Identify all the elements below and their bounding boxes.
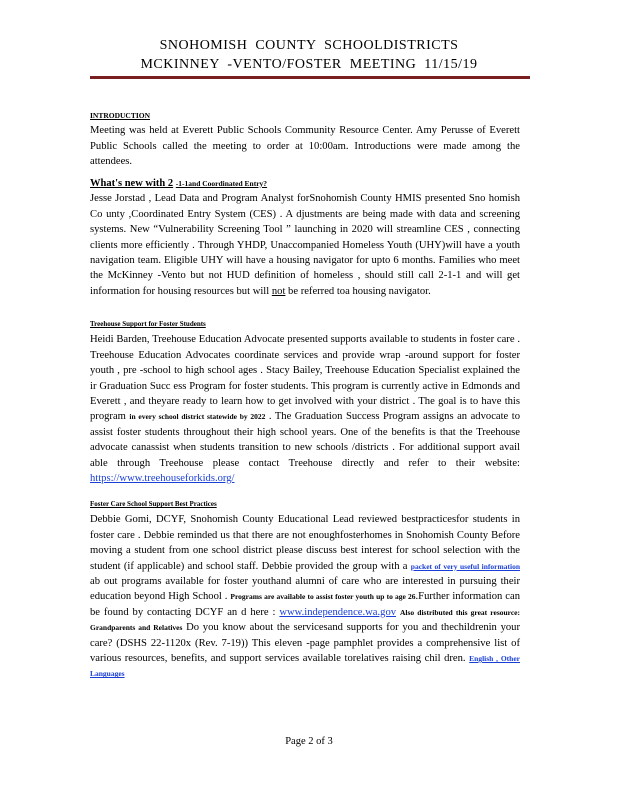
introduction-text: Meeting was held at Everett Public Schools Community Resource Center. Amy Perusse of Everett Public Schools called the meeting to order at 10:00am. Introductions were made among the attendees. xyxy=(90,125,520,168)
foster-care-heading: Foster Care School Support Best Practices xyxy=(90,500,217,508)
emphasis-not: not xyxy=(271,285,286,297)
whats-new-heading-rest: -1-1and Coordinated Entry? xyxy=(175,179,268,188)
packet-link[interactable]: packet of very useful information xyxy=(410,561,521,571)
resource-note: Also distributed this great resource: Grandparents and Relatives xyxy=(90,607,521,633)
page-number: Page 2 of 3 xyxy=(285,736,333,747)
whats-new-text: Jesse Jorstad , Lead Data and Program Analyst forSnohomish County HMIS presented Sno homish Co unty ,Coordinated Entry System (CES) . A djustments are being made with data and screening systems. New “Vulnerability Screening Tool ” launching in 2020 will streamline CES , connecting clients more efficiently . Through YHDP, Unaccompanied Homeless Youth (UHY)will have a youth navigation team. Eligible UHY will have a housing navigator for upto 6 months. Families who meet the McKinney -Vento but not HUD definition of homeless , should still call 2-1-1 and will get information for housing resources but will not be referred toa housing navigator. xyxy=(90,193,520,297)
foster-care-section xyxy=(90,496,520,682)
whats-new-heading: What's new with 2 xyxy=(90,178,174,189)
treehouse-section xyxy=(90,316,520,486)
languages-link[interactable]: English , Other Languages xyxy=(90,654,521,679)
treehouse-text: Heidi Barden, Treehouse Education Advocate presented supports available to students in foster care . Treehouse Education Advocates coordinate services and provide wrap -around support for foster youth , pre -school to high school ages . Stacy Bailey, Treehouse Education Specialist explained the ir Graduation Succ ess Program for foster students. This program is currently active in Edmonds and Everett , and theyare ready to learn how to get involved with your district . The goal is to have this program in every school district statewide by 2022 . The Graduation Success Program assigns an advocate to assist foster students throughout their high school years. One of the benefits is that the Treehouse advocate canassist when students transition to new schools /districts . For additional support avail able through Treehouse please contact Treehouse directly and refer to their website: https://www.treehouseforkids.org/ xyxy=(90,334,520,485)
programs-note: Programs are available to assist foster youth up to age 26 xyxy=(230,592,416,602)
foster-care-text: Debbie Gomi, DCYF, Snohomish County Educational Lead reviewed bestpracticesfor students in foster care . Debbie reminded us that there are not enoughfosterhomes in Snohomish County Before moving a student from one school district please discuss best interest for school selection with the student (if applicable) and school staff. Debbie provided the group with a packet of very useful information ab out programs available for foster youthand alumni of care who are interested in pursuing their education beyond High School . Programs are available to assist foster youth up to age 26.Further information can be found by contacting DCYF an d here : www.independence.wa.gov Also distributed this great resource: Grandparents and Relatives Do you know about the servicesand supports for you and thechildrenin your care? (DSHS 22-1120x (Rev. 7-19)) This eleven -page pamphlet provides a comprehensive list of various resources, benefits, and support services available torelatives raising chil dren. English , Other Languages xyxy=(90,514,521,679)
header-line-1: SNOHOMISH COUNTY SCHOOLDISTRICTS xyxy=(159,38,459,53)
independence-link[interactable]: www.independence.wa.gov xyxy=(279,606,397,618)
whats-new-section xyxy=(90,176,520,299)
treehouse-heading: Treehouse Support for Foster Students xyxy=(90,320,206,328)
header-line-2: MCKINNEY -VENTO/FOSTER MEETING 11/15/19 xyxy=(140,57,478,72)
header-rule xyxy=(90,76,530,79)
treehouse-website-link[interactable]: https://www.treehouseforkids.org/ xyxy=(90,473,235,485)
introduction-heading: INTRODUCTION xyxy=(90,111,151,120)
treehouse-goal: in every school district statewide by 2022 xyxy=(129,412,266,422)
introduction-section xyxy=(90,108,520,170)
